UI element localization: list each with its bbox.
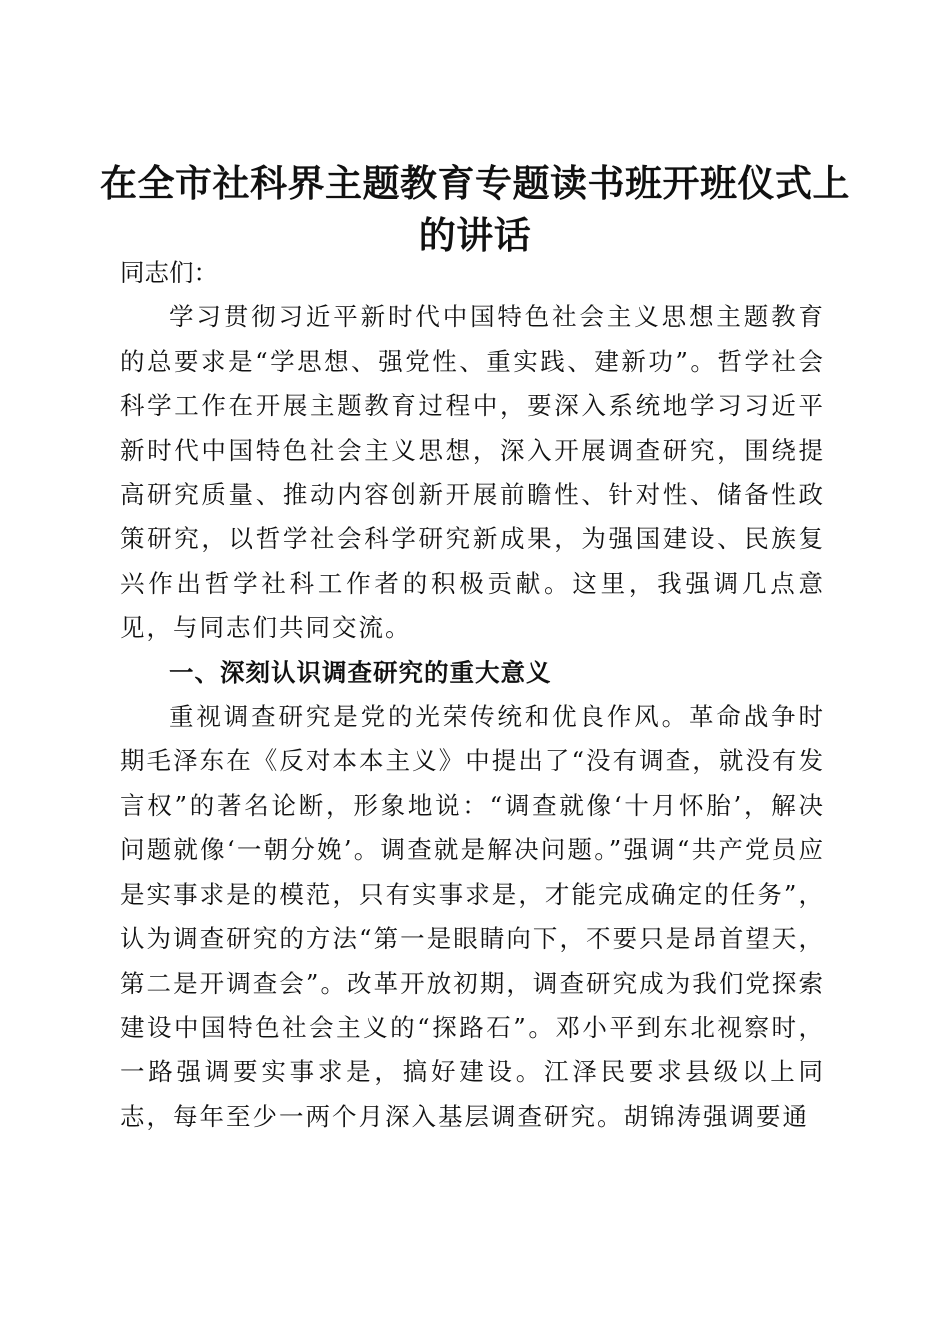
document-title	[100, 157, 850, 261]
section-heading-1: 一、深刻认识调查研究的重大意义	[169, 657, 552, 687]
title-line-2: 的讲话	[418, 212, 532, 257]
document-body	[120, 251, 825, 1139]
salutation: 同志们：	[120, 258, 218, 287]
paragraph-intro: 学习贯彻习近平新时代中国特色社会主义思想主题教育的总要求是“学思想、强党性、重实践、建新功”。哲学社会科学工作在开展主题教育过程中，要深入系统地学习习近平新时代中国特色社会主义思想，深入开展调查研究，围绕提高研究质量、推动内容创新开展前瞻性、针对性、储备性政策研究，以哲学社会科学研究新成果，为强国建设、民族复兴作出哲学社科工作者的积极贡献。这里，我强调几点意见，与同志们共同交流。	[120, 302, 825, 643]
title-line-1: 在全市社科界主题教育专题读书班开班仪式上	[100, 160, 850, 205]
paragraph-section-1: 重视调查研究是党的光荣传统和优良作风。革命战争时期毛泽东在《反对本本主义》中提出了“没有调查，就没有发言权”的著名论断，形象地说：“调查就像‘十月怀胎’，解决问题就像‘一朝分娩’。调查就是解决问题。”强调“共产党员应是实事求是的模范，只有实事求是，才能完成确定的任务”，认为调查研究的方法“第一是眼睛向下，不要只是昂首望天，第二是开调查会”。改革开放初期，调查研究成为我们党探索建设中国特色社会主义的“探路石”。邓小平到东北视察时，一路强调要实事求是，搞好建设。江泽民要求县级以上同志，每年至少一两个月深入基层调查研究。胡锦涛强调要通	[120, 702, 825, 1131]
